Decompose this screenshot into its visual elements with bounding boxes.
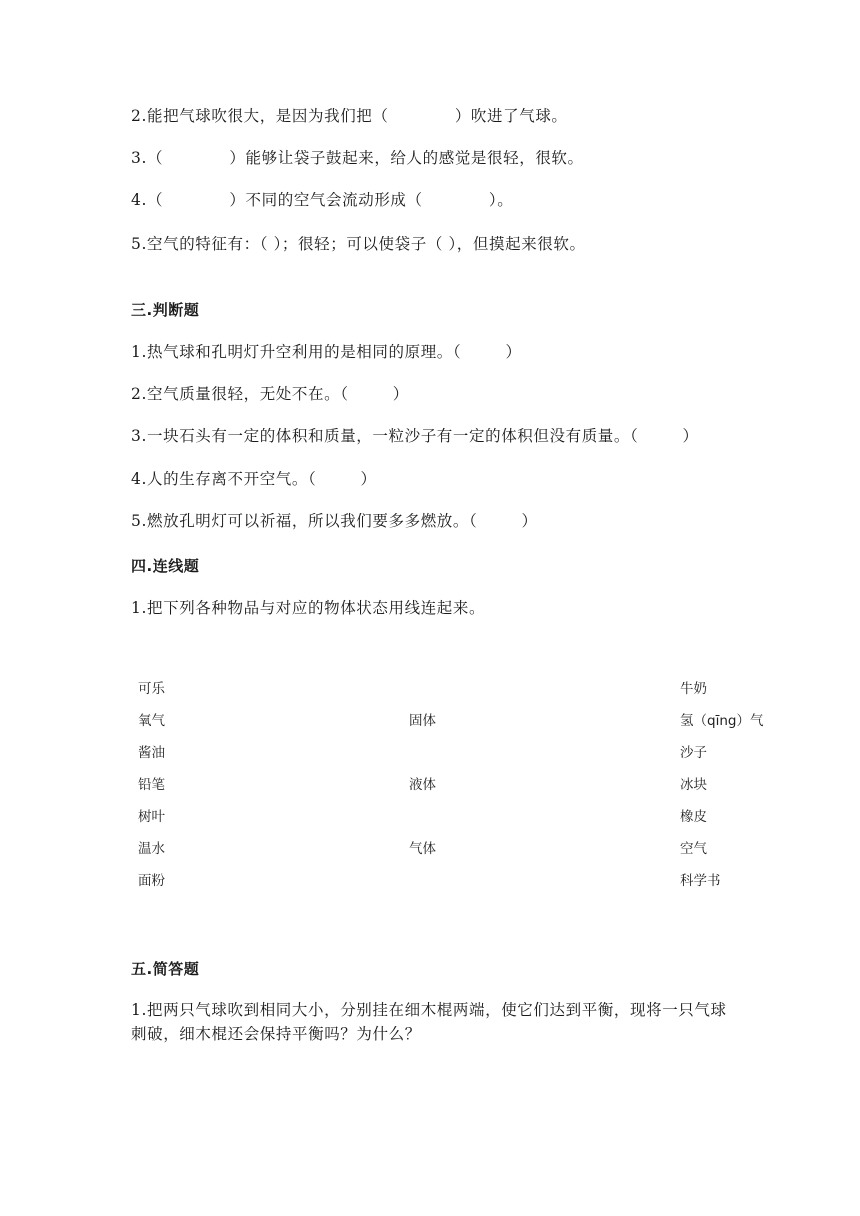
right-item-eraser: 橡皮: [680, 809, 707, 825]
left-item-flour: 面粉: [138, 873, 165, 889]
judgement-question-2: 2.空气质量很轻，无处不在。（ ）: [131, 385, 409, 403]
right-item-air: 空气: [680, 841, 707, 857]
judgement-question-4: 4.人的生存离不开空气。（ ）: [131, 470, 377, 488]
left-item-oxygen: 氧气: [138, 713, 165, 729]
right-item-sand: 沙子: [680, 745, 707, 761]
section-heading-short-answer: 五.简答题: [131, 960, 200, 978]
section-heading-judgement: 三.判断题: [131, 301, 200, 319]
right-item-milk: 牛奶: [680, 681, 707, 697]
judgement-question-1: 1.热气球和孔明灯升空利用的是相同的原理。（ ）: [131, 343, 522, 361]
right-item-science-book: 科学书: [680, 873, 721, 889]
left-item-pencil: 铅笔: [138, 777, 165, 793]
state-solid: 固体: [409, 713, 436, 729]
judgement-question-5: 5.燃放孔明灯可以祈福，所以我们要多多燃放。（ ）: [131, 512, 538, 530]
fill-in-question-2: 2.能把气球吹很大，是因为我们把（ ）吹进了气球。: [131, 107, 568, 125]
fill-in-question-3: 3.（ ）能够让袋子鼓起来，给人的感觉是很轻，很软。: [131, 149, 584, 167]
short-answer-question-1: 1.把两只气球吹到相同大小，分别挂在细木棍两端，使它们达到平衡，现将一只气球刺破，细木棍还会保持平衡吗？为什么？: [131, 1001, 727, 1043]
state-liquid: 液体: [409, 777, 436, 793]
fill-in-question-5: 5.空气的特征有：（ ）；很轻；可以使袋子（ ），但摸起来很软。: [131, 235, 586, 253]
state-gas: 气体: [409, 841, 436, 857]
left-item-soy-sauce: 酱油: [138, 745, 165, 761]
matching-instruction: 1.把下列各种物品与对应的物体状态用线连起来。: [131, 599, 486, 617]
left-item-leaf: 树叶: [138, 809, 165, 825]
left-item-cola: 可乐: [138, 681, 165, 697]
right-item-hydrogen: 氢（qīng）气: [680, 713, 764, 729]
left-item-warm-water: 温水: [138, 841, 165, 857]
fill-in-question-4: 4.（ ）不同的空气会流动形成（ ）。: [131, 191, 514, 209]
section-heading-matching: 四.连线题: [131, 557, 200, 575]
judgement-question-3: 3.一块石头有一定的体积和质量，一粒沙子有一定的体积但没有质量。（ ）: [131, 427, 699, 445]
right-item-ice: 冰块: [680, 777, 707, 793]
